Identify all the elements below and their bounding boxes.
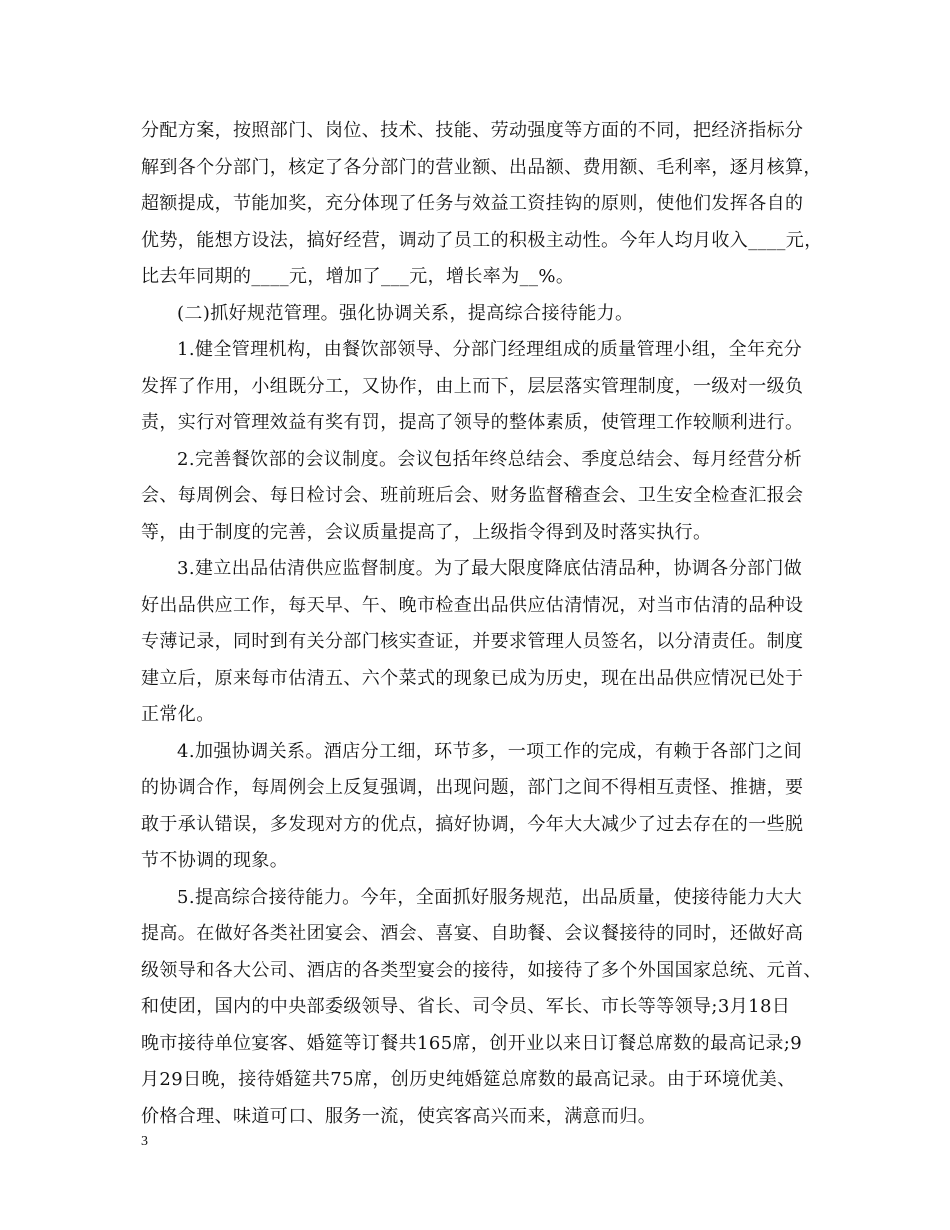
text-line: 专薄记录，同时到有关分部门核实查证，并要求管理人员签名，以分清责任。制度	[141, 631, 804, 652]
text-line: 敢于承认错误，多发现对方的优点，搞好协调，今年大大减少了过去存在的一些脱	[141, 813, 804, 835]
text-line: 比去年同期的____元，增加了___元，增长率为__%。	[141, 266, 575, 287]
text-line: 发挥了作用，小组既分工，又协作，由上而下，层层落实管理制度，一级对一级负	[141, 375, 804, 397]
page-number: 3	[141, 1134, 148, 1149]
text-line: 优势，能想方设法，搞好经营，调动了员工的积极主动性。今年人均月收入____元，	[141, 229, 823, 251]
text-line: 正常化。	[141, 704, 215, 725]
text-line: 3.建立出品估清供应监督制度。为了最大限度降底估清品种，协调各分部门做	[177, 558, 803, 579]
text-line: 提高。在做好各类社团宴会、酒会、喜宴、自助餐、会议餐接待的同时，还做好高	[141, 923, 804, 944]
text-line: 级领导和各大公司、酒店的各类型宴会的接待，如接待了多个外国国家总统、元首、	[141, 959, 822, 981]
text-line: 分配方案，按照部门、岗位、技术、技能、劳动强度等方面的不同，把经济指标分	[141, 120, 804, 141]
document-body	[141, 113, 823, 1135]
text-line: 好出品供应工作，每天早、午、晚市检查出品供应估清情况，对当市估清的品种设	[141, 594, 804, 616]
text-line: 晚市接待单位宴客、婚筵等订餐共165席，创开业以来日订餐总席数的最高记录;9	[141, 1032, 803, 1054]
text-line: 超额提成，节能加奖，充分体现了任务与效益工资挂钩的原则，使他们发挥各自的	[141, 193, 804, 214]
text-line: 价格合理、味道可口、服务一流，使宾客高兴而来，满意而归。	[141, 1105, 657, 1127]
text-line: 和使团，国内的中央部委级领导、省长、司令员、军长、市长等等领导;3月18日	[141, 996, 791, 1017]
text-line: 等，由于制度的完善，会议质量提高了，上级指令得到及时落实执行。	[141, 521, 712, 543]
text-line: 建立后，原来每市估清五、六个菜式的现象已成为历史，现在出品供应情况已处于	[141, 667, 804, 689]
text-line: 会、每周例会、每日检讨会、班前班后会、财务监督稽查会、卫生安全检查汇报会	[141, 485, 804, 506]
text-line: 节不协调的现象。	[141, 850, 289, 871]
text-line: 1.健全管理机构，由餐饮部领导、分部门经理组成的质量管理小组，全年充分	[177, 339, 803, 360]
text-line: 4.加强协调关系。酒店分工细，环节多，一项工作的完成，有赖于各部门之间	[177, 740, 803, 762]
text-line: 2.完善餐饮部的会议制度。会议包括年终总结会、季度总结会、每月经营分析	[177, 448, 803, 470]
text-line: 责，实行对管理效益有奖有罚，提高了领导的整体素质，使管理工作较顺利进行。	[141, 412, 804, 433]
text-line: 解到各个分部门，核定了各分部门的营业额、出品额、费用额、毛利率，逐月核算，	[141, 156, 822, 178]
section-heading: (二)抓好规范管理。强化协调关系，提高综合接待能力。	[177, 302, 634, 324]
text-line: 5.提高综合接待能力。今年，全面抓好服务规范，出品质量，使接待能力大大	[177, 886, 803, 908]
text-line: 的协调合作，每周例会上反复强调，出现问题，部门之间不得相互责怪、推搪，要	[141, 777, 804, 798]
text-line: 月29日晚，接待婚筵共75席，创历史纯婚筵总席数的最高记录。由于环境优美、	[141, 1069, 796, 1090]
